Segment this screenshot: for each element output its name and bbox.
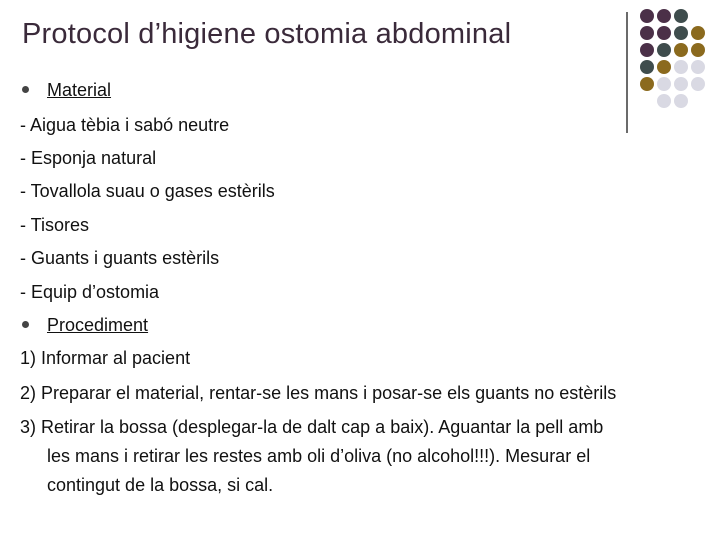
- decorative-dot: [657, 9, 671, 23]
- decorative-dot-grid: [640, 9, 720, 119]
- material-item: - Aigua tèbia i sabó neutre: [20, 115, 230, 135]
- decorative-dot: [640, 60, 654, 74]
- decorative-dot: [674, 60, 688, 74]
- section-material: [22, 80, 111, 101]
- section-heading-material: Material: [47, 80, 112, 100]
- decorative-dot: [657, 77, 671, 91]
- decorative-dot: [640, 26, 654, 40]
- decorative-dot: [691, 26, 705, 40]
- decorative-dot: [691, 43, 705, 57]
- decorative-dot: [691, 60, 705, 74]
- decorative-dot: [657, 26, 671, 40]
- material-item: - Tisores: [20, 215, 90, 235]
- procedure-step: 2) Preparar el material, rentar-se les mans i posar-se els guants no estèrils: [20, 383, 617, 403]
- decorative-dot: [640, 9, 654, 23]
- bullet-icon: [22, 86, 29, 93]
- procedure-step-continuation: contingut de la bossa, si cal.: [47, 475, 274, 495]
- procedure-step: 3) Retirar la bossa (desplegar-la de dalt cap a baix). Aguantar la pell amb: [20, 417, 604, 437]
- decorative-dot: [640, 77, 654, 91]
- section-heading-procediment: Procediment: [47, 315, 149, 335]
- decorative-dot: [674, 77, 688, 91]
- material-item: - Equip d’ostomia: [20, 282, 160, 302]
- decorative-dot: [657, 94, 671, 108]
- decorative-dot: [640, 43, 654, 57]
- material-item: - Esponja natural: [20, 148, 157, 168]
- decorative-dot: [674, 26, 688, 40]
- decorative-dot: [657, 60, 671, 74]
- decorative-dot: [674, 94, 688, 108]
- slide-title: Protocol d’higiene ostomia abdominal: [22, 18, 512, 50]
- decorative-dot: [674, 43, 688, 57]
- bullet-icon: [22, 321, 29, 328]
- material-item: - Tovallola suau o gases estèrils: [20, 181, 275, 201]
- material-item: - Guants i guants estèrils: [20, 248, 220, 268]
- divider-line: [626, 12, 628, 133]
- section-procediment: [22, 315, 148, 336]
- decorative-dot: [657, 43, 671, 57]
- decorative-dot: [674, 9, 688, 23]
- procedure-step-continuation: les mans i retirar les restes amb oli d’oliva (no alcohol!!!). Mesurar el: [47, 446, 591, 466]
- decorative-dot: [691, 77, 705, 91]
- procedure-step: 1) Informar al pacient: [20, 348, 191, 368]
